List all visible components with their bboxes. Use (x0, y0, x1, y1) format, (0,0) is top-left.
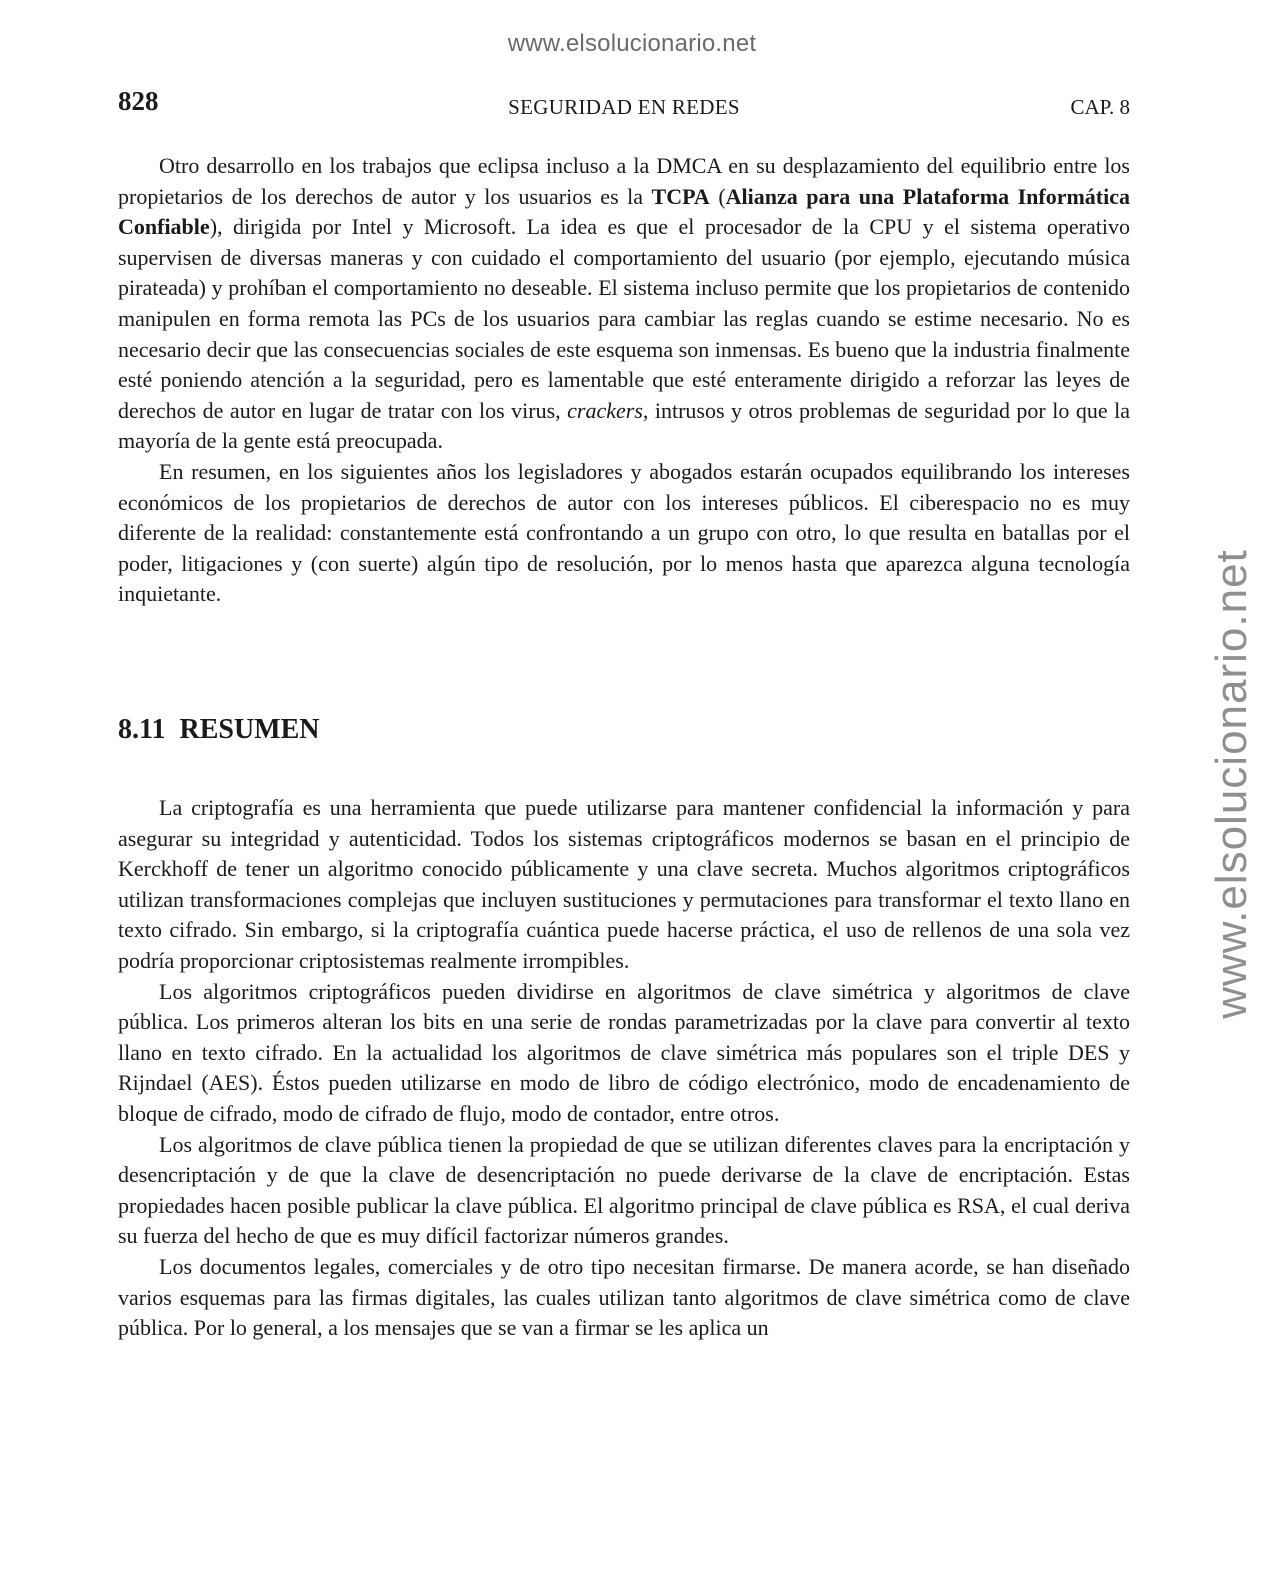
text-run: , intrusos y otros problemas de seguridad por lo que la mayoría de la gente está preocupada. (118, 397, 1130, 454)
section-number: 8.11 (118, 714, 166, 745)
paragraph: Los documentos legales, comerciales y de otro tipo necesitan firmarse. De manera acorde, se han diseñado varios esquemas para las firmas digitales, las cuales utilizan tanto algoritmos de clave simétrica como de clave pública. Por lo general, a los mensajes que se van a firmar se les aplica un (118, 1253, 1130, 1341)
paragraph: Los algoritmos criptográficos pueden dividirse en algoritmos de clave simétrica y algoritmos de clave pública. Los primeros alteran los bits en una serie de rondas parametrizadas por la clave para convertir al texto llano en texto cifrado. En la actualidad los algoritmos de clave simétrica más populares son el triple DES y Rijndael (AES). Éstos pueden utilizarse en modo de libro de código electrónico, modo de encadenamiento de bloque de cifrado, modo de cifrado de flujo, modo de contador, entre otros. (118, 978, 1130, 1126)
paragraph: La criptografía es una herramienta que puede utilizarse para mantener confidencial la información y para asegurar su integridad y autenticidad. Todos los sistemas criptográficos modernos se basan en el principio de Kerckhoff de tener un algoritmo conocido públicamente y una clave secreta. Muchos algoritmos criptográficos utilizan transformaciones complejas que incluyen sustituciones y permutaciones para transformar el texto llano en texto cifrado. Sin embargo, si la criptografía cuántica puede hacerse práctica, el uso de rellenos de una sola vez podría proporcionar criptosistemas realmente irrompibles. (118, 795, 1130, 973)
paragraph-resumen-legal: En resumen, en los siguientes años los legisladores y abogados estarán ocupados equilibrando los intereses económicos de los propietarios de derechos de autor con los intereses públicos. El ciberespacio no es muy diferente de la realidad: constantemente está confrontando a un grupo con otro, lo que resulta en batallas por el poder, litigaciones y (con suerte) algún tipo de resolución, por lo menos hasta que aparezca alguna tecnología inquietante. (118, 458, 1130, 607)
watermark-top: www.elsolucionario.net (507, 30, 757, 57)
paragraph-tcpa (118, 151, 1130, 457)
section-title: RESUMEN (179, 714, 320, 745)
chapter-label: CAP. 8 (1070, 95, 1130, 119)
body-text-before (118, 151, 1130, 610)
text-run: ( (709, 183, 726, 209)
paragraph: Los algoritmos de clave pública tienen la propiedad de que se utilizan diferentes claves para la encriptación y desencriptación y de que la clave de desencriptación no puede derivarse de la clave de encriptación. Estas propiedades hacen posible publicar la clave pública. El algoritmo principal de clave pública es RSA, el cual deriva su fuerza del hecho de que es muy difícil factorizar números grandes. (118, 1131, 1130, 1249)
page-number: 828 (118, 86, 159, 116)
text-run: ), dirigida por Intel y Microsoft. La idea es que el procesador de la CPU y el sistema operativo supervisen de diversas maneras y con cuidado el comportamiento del usuario (por ejemplo, ejecutando música pirateada) y prohíban el comportamiento no deseable. El sistema incluso permite que los propietarios de contenido manipulen en forma remota las PCs de los usuarios para cambiar las reglas cuando se estime necesario. No es necesario decir que las consecuencias sociales de este esquema son inmensas. Es bueno que la industria finalmente esté poniendo atención a la seguridad, pero es lamentable que esté enteramente dirigido a reforzar las leyes de derechos de autor en lugar de tratar con los virus, (118, 214, 1130, 423)
running-head (118, 86, 1130, 126)
term-tcpa: TCPA (651, 183, 710, 209)
body-text-after (118, 793, 1130, 1344)
term-crackers: crackers (567, 397, 643, 423)
section-heading (118, 714, 319, 746)
term-tcpa-expansion: Alianza para una Plataforma Informática Confiable (118, 183, 1131, 240)
text-run: Otro desarrollo en los trabajos que eclipsa incluso a la DMCA en su desplazamiento del equilibrio entre los propietarios de los derechos de autor y los usuarios es la (118, 153, 1130, 209)
watermark-side: www.elsolucionario.net (1207, 549, 1256, 1019)
chapter-title: SEGURIDAD EN REDES (508, 95, 740, 119)
